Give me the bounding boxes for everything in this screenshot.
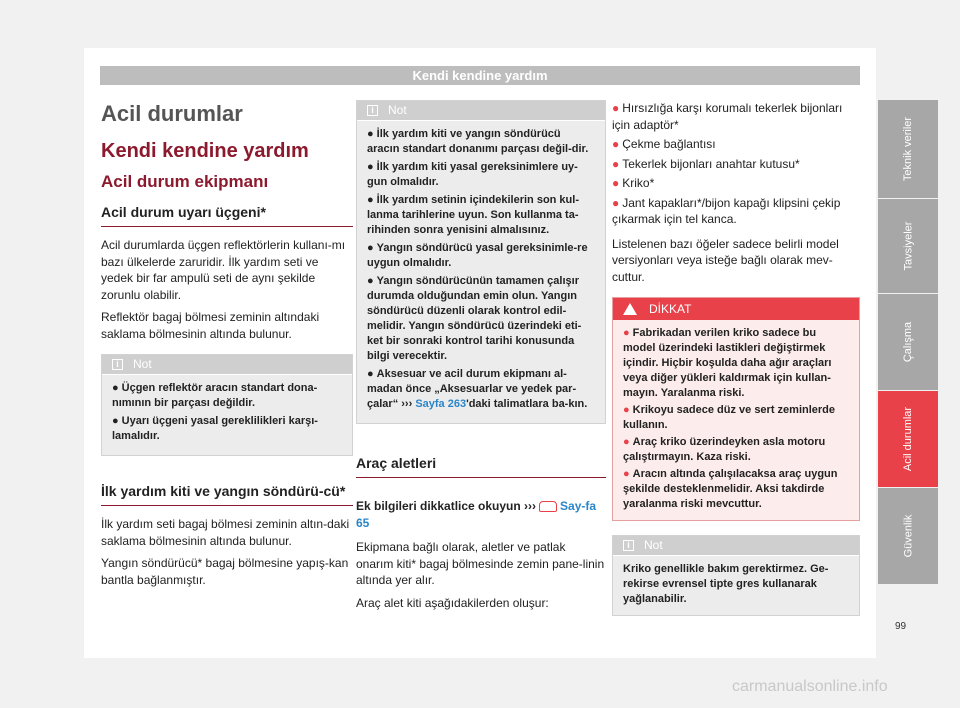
bullet-icon: ● — [623, 436, 630, 448]
warning-label: DİKKAT — [649, 301, 692, 316]
column-2 — [356, 100, 606, 611]
reference-paragraph: Ek bilgileri dikkatlice okuyun ››› Say-fa 65 — [356, 499, 597, 530]
warning-header — [613, 298, 859, 320]
tab-advice[interactable]: Tavsiyeler — [878, 199, 938, 293]
list-item: ● Tekerlek bijonları anahtar kutusu* — [612, 156, 800, 171]
bullet-icon: ● — [112, 415, 119, 427]
warning-box — [612, 297, 860, 521]
paragraph: Araç alet kiti aşağıdakilerden oluşur: — [356, 595, 549, 610]
page-number: 99 — [895, 621, 907, 632]
list-item: ● Yangın söndürücünün tamamen çalışır durumda olduğundan emin olun. Yangın söndürücü düzenli olarak kontrol edil-melidir. Yangın söndürücü üzerindeki eti-ket bir sonraki kontrol tarihi konusunda bilgi verecektir. — [367, 275, 582, 362]
note-header — [102, 355, 352, 375]
bullet-icon: ● — [367, 128, 374, 140]
bullet-icon: ● — [112, 382, 119, 394]
watermark: carmanualsonline.info — [732, 678, 888, 695]
list-item: ● Yangın söndürücü yasal gereksinimle-re uygun olmalıdır. — [367, 242, 588, 269]
note-label: Not — [644, 538, 663, 553]
bullet-icon: ● — [367, 194, 374, 206]
column-3 — [612, 100, 860, 616]
car-icon — [539, 501, 557, 512]
note-header — [613, 536, 859, 556]
warning-body — [613, 320, 859, 520]
heading-first-aid: İlk yardım kiti ve yangın söndürü-cü* — [101, 482, 353, 506]
section-title: Kendi kendine yardım — [101, 140, 309, 162]
tab-safety[interactable]: Güvenlik — [878, 488, 938, 584]
list-item: ● Fabrikadan verilen kriko sadece bu model üzerindeki lastikleri değiştirmek içindir. Hiçbir koşulda daha ağır araçları veya diğer yükleri kaldırmak için kullan-mayın. Yaralanma riski. — [623, 327, 832, 399]
page-link[interactable]: Say-fa 65 — [356, 499, 597, 530]
tool-list — [612, 100, 860, 228]
list-item: ● Çekme bağlantısı — [612, 137, 716, 151]
paragraph: Reflektör bagaj bölmesi zeminin altındaki saklama bölmesinin altında bulunur. — [101, 310, 320, 341]
bullet-icon: ● — [623, 327, 630, 339]
note-label: Not — [133, 357, 152, 372]
bullet-icon: ● — [612, 176, 620, 190]
list-item: ● Jant kapakları*/bijon kapağı klipsini çekip çıkarmak için tel kanca. — [612, 195, 841, 226]
tab-operation[interactable]: Çalışma — [878, 294, 938, 390]
note-header — [357, 101, 605, 121]
page-link[interactable]: Sayfa 263 — [415, 398, 467, 410]
bullet-icon: ● — [623, 468, 630, 480]
list-item: ● Uyarı üçgeni yasal gereklilikleri karşı-lamalıdır. — [112, 415, 318, 442]
paragraph: İlk yardım seti bagaj bölmesi zeminin altın-daki saklama bölmesinin altında bulunur. — [101, 517, 350, 548]
bullet-icon: ● — [612, 195, 620, 210]
note-body — [102, 375, 352, 455]
heading-vehicle-tools: Araç aletleri — [356, 454, 606, 478]
paragraph: Listelenen bazı öğeler sadece belirli model versiyonları veya isteğe bağlı olarak mev-cuttur. — [612, 236, 839, 284]
note-box — [356, 100, 606, 424]
subsection-title: Acil durum ekipmanı — [101, 172, 269, 191]
list-item: ● Krikoyu sadece düz ve sert zeminlerde kullanın. — [623, 404, 836, 431]
info-icon: i — [112, 359, 123, 370]
note-box — [612, 535, 860, 616]
bullet-icon: ● — [367, 161, 374, 173]
info-icon: i — [367, 105, 378, 116]
list-item: ● Aksesuar ve acil durum ekipmanı al-madan önce „Aksesuarlar ve yedek par-çalar“ ››› Sayfa 263'daki talimatlara ba-kın. — [367, 368, 588, 410]
bullet-icon: ● — [612, 101, 620, 115]
list-item: ● Araç kriko üzerindeyken asla motoru çalıştırmayın. Kaza riski. — [623, 436, 826, 463]
running-header: Kendi kendine yardım — [100, 66, 860, 85]
paragraph: Yangın söndürücü* bagaj bölmesine yapış-kan bantla bağlanmıştır. — [101, 556, 349, 587]
bullet-icon: ● — [367, 242, 374, 254]
note-label: Not — [388, 103, 407, 118]
bullet-icon: ● — [367, 368, 374, 380]
heading-warning-triangle: Acil durum uyarı üçgeni* — [101, 203, 353, 227]
bullet-icon: ● — [612, 156, 620, 171]
list-item: ● İlk yardım kiti ve yangın söndürücü aracın standart donanımı parçası değil-dir. — [367, 128, 589, 155]
column-1 — [101, 100, 353, 588]
note-box — [101, 354, 353, 456]
chapter-title: Acil durumlar — [101, 101, 243, 126]
list-item: ● İlk yardım setinin içindekilerin son kul-lanma tarihlerine uyun. Son kullanma ta-rihinden sonra yenisini almalısınız. — [367, 194, 579, 236]
list-item: ● İlk yardım kiti yasal gereksinimlere uy-gun olmalıdır. — [367, 161, 578, 188]
bullet-icon: ● — [623, 404, 630, 416]
list-item: ● Hırsızlığa karşı korumalı tekerlek bijonları için adaptör* — [612, 101, 843, 132]
warning-triangle-icon — [623, 303, 637, 315]
note-body: Kriko genellikle bakım gerektirmez. Ge-rekirse evrensel tipte gres kullanarak yağlanabilir. — [623, 563, 829, 605]
info-icon: i — [623, 540, 634, 551]
list-item: ● Aracın altında çalışılacaksa araç uygun şekilde desteklenmelidir. Aksi takdirde yaralanma riski mevcuttur. — [623, 468, 838, 510]
bullet-icon: ● — [612, 137, 620, 151]
tab-emergencies[interactable]: Acil durumlar — [878, 391, 938, 487]
paragraph: Ekipmana bağlı olarak, aletler ve patlak onarım kiti* bagaj bölmesinde zemin pane-linin altında yer alır. — [356, 540, 605, 587]
note-body — [357, 121, 605, 423]
bullet-icon: ● — [367, 275, 374, 287]
tab-technical-data[interactable]: Teknik veriler — [878, 100, 938, 198]
list-item: ● Üçgen reflektör aracın standart dona-nımının bir parçası değildir. — [112, 382, 318, 409]
paragraph: Acil durumlarda üçgen reflektörlerin kullanı-mı bazı ülkelerde zaruridir. İlk yardım seti ve yedek bir far ampulü seti de aynı şekilde zorunlu olabilir. — [101, 238, 346, 302]
list-item: ● Kriko* — [612, 176, 655, 190]
